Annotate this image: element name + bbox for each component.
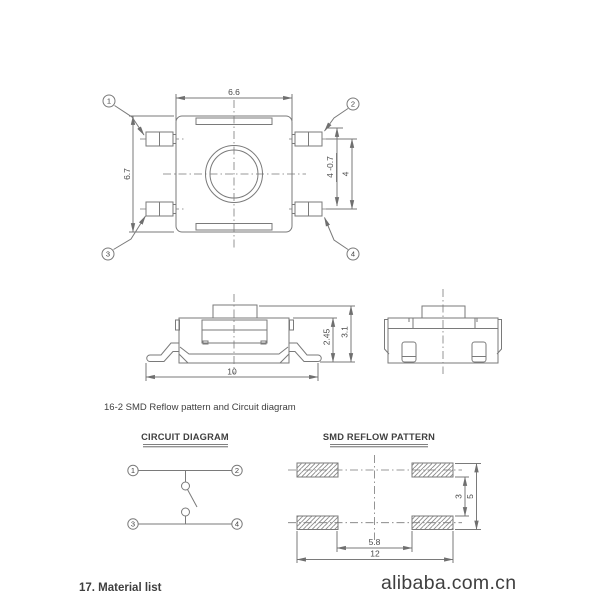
dim-front-body-height: 2.45	[321, 328, 332, 346]
dim-pad-gap-y: 3	[453, 494, 464, 499]
reflow-pattern-title: SMD REFLOW PATTERN	[322, 432, 436, 442]
terminal-1-label: 1	[130, 466, 136, 475]
dim-top-width: 6.6	[228, 87, 240, 97]
terminal-2-label: 2	[234, 466, 240, 475]
side-view-drawing	[385, 289, 502, 374]
callout-1-label: 1	[106, 96, 112, 106]
callout-4-label: 4	[350, 249, 356, 259]
front-cover	[202, 320, 267, 343]
front-lead-left	[147, 343, 179, 362]
dim-lead-upper: 4 -0.7	[325, 156, 335, 178]
callout-3-label: 3	[105, 249, 111, 259]
dim-front-width: 10	[227, 366, 237, 377]
callout-leaders	[114, 106, 349, 250]
front-lead-right	[289, 343, 321, 362]
callout-2-label: 2	[350, 99, 356, 109]
dim-pad-outer-y: 5	[465, 494, 475, 499]
dim-front-total-height: 3.1	[339, 326, 350, 338]
terminal-4-label: 4	[234, 519, 240, 529]
dim-lead-pitch: 4	[340, 171, 351, 177]
dim-side-height: 6.7	[122, 168, 132, 180]
terminal-3-label: 3	[130, 519, 136, 529]
centerlines	[140, 100, 333, 250]
reflow-pads	[297, 463, 453, 530]
smd-reflow-pattern	[288, 445, 481, 564]
watermark: alibaba.com.cn	[381, 572, 517, 594]
section-heading: 16-2 SMD Reflow pattern and Circuit diagram	[104, 402, 296, 413]
contact-lower	[182, 508, 190, 516]
switch-lever	[188, 490, 198, 508]
dim-pad-gap-x: 5.8	[368, 537, 381, 547]
top-view-drawing	[102, 94, 359, 260]
circuit-diagram	[128, 445, 242, 530]
front-button	[213, 305, 257, 318]
side-button	[422, 306, 465, 318]
footer-heading: 17. Material list	[79, 582, 162, 594]
contact-upper	[182, 482, 190, 490]
dim-pad-outer-x: 12	[370, 548, 380, 559]
reflow-dim-lines	[297, 464, 481, 564]
circuit-diagram-title: CIRCUIT DIAGRAM	[141, 432, 229, 442]
side-feet	[402, 342, 486, 362]
